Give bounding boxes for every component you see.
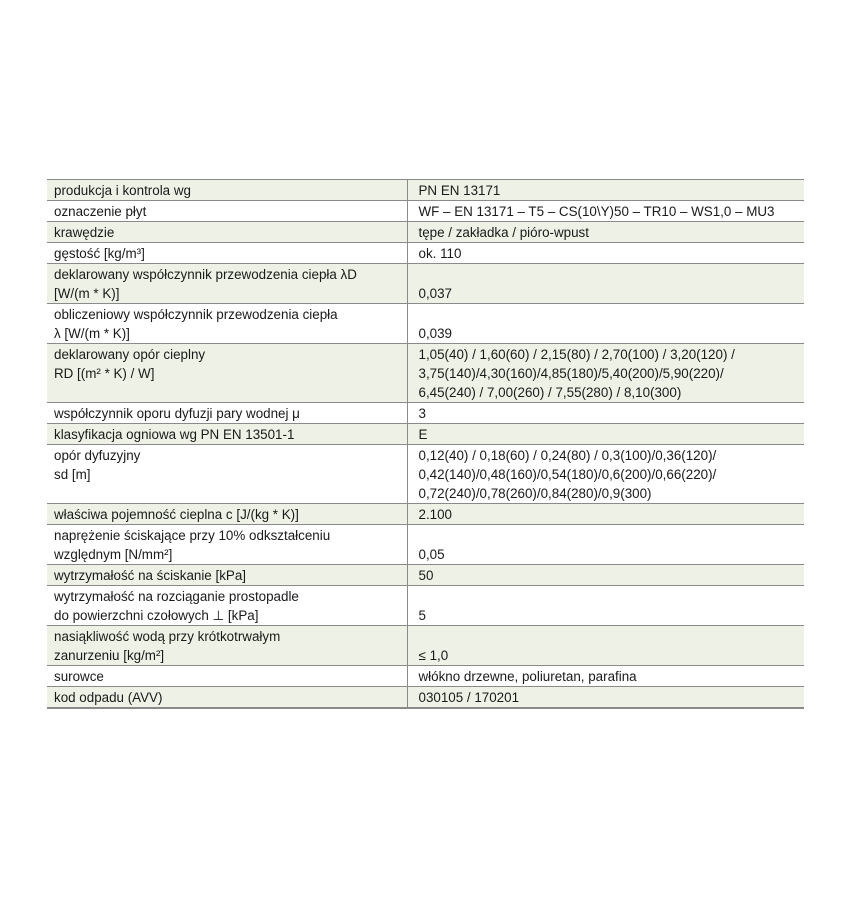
table-row <box>47 666 804 687</box>
property-label-line: kod odpadu (AVV) <box>54 690 163 705</box>
table-row <box>47 264 804 304</box>
property-value <box>407 525 804 565</box>
table-row <box>47 565 804 586</box>
table-row <box>47 180 804 201</box>
property-label <box>47 565 407 586</box>
property-value <box>407 222 804 243</box>
property-value <box>407 687 804 709</box>
property-label <box>47 687 407 709</box>
table-row <box>47 687 804 709</box>
property-value-line: ok. 110 <box>418 246 462 261</box>
table-row <box>47 424 804 445</box>
property-value <box>407 264 804 304</box>
property-label-line: produkcja i kontrola wg <box>54 183 191 198</box>
property-value <box>407 565 804 586</box>
property-label-line: surowce <box>54 669 104 684</box>
property-value <box>407 586 804 626</box>
table-row <box>47 626 804 666</box>
property-label <box>47 424 407 445</box>
property-value-line: 0,05 <box>418 547 445 562</box>
table-row <box>47 504 804 525</box>
property-label-line: zanurzeniu [kg/m²] <box>54 648 165 663</box>
property-label-line: opór dyfuzyjny <box>54 448 141 463</box>
property-label-line: nasiąkliwość wodą przy krótkotrwałym <box>54 629 281 644</box>
property-label-line: sd [m] <box>54 467 91 482</box>
property-value <box>407 243 804 264</box>
property-label-line: wytrzymałość na ściskanie [kPa] <box>54 568 246 583</box>
table-row <box>47 304 804 344</box>
property-value <box>407 201 804 222</box>
property-value-line: 0,72(240)/0,78(260)/0,84(280)/0,9(300) <box>418 486 652 501</box>
table-row <box>47 445 804 504</box>
property-label <box>47 586 407 626</box>
property-label-line: obliczeniowy współczynnik przewodzenia ciepła <box>54 307 338 322</box>
table-row <box>47 586 804 626</box>
table-row <box>47 243 804 264</box>
property-value-line: 3,75(140)/4,30(160)/4,85(180)/5,40(200)/5,90(220)/ <box>418 366 724 381</box>
table-row <box>47 525 804 565</box>
property-value-line: ≤ 1,0 <box>418 648 449 663</box>
property-label <box>47 264 407 304</box>
property-value <box>407 445 804 504</box>
property-label-line: do powierzchni czołowych ⊥ [kPa] <box>54 608 259 623</box>
property-label-line: właściwa pojemność cieplna c [J/(kg * K)] <box>54 507 299 522</box>
property-value-line: WF – EN 13171 – T5 – CS(10\Y)50 – TR10 – WS1,0 – MU3 <box>418 204 775 219</box>
table-row <box>47 403 804 424</box>
property-value-line: 5 <box>418 608 426 623</box>
property-label-line: oznaczenie płyt <box>54 204 147 219</box>
property-label-line: względnym [N/mm²] <box>54 547 173 562</box>
property-label-line: deklarowany współczynnik przewodzenia ciepła λD <box>54 267 357 282</box>
property-label <box>47 445 407 504</box>
property-value <box>407 666 804 687</box>
property-value-line: włókno drzewne, poliuretan, parafina <box>418 669 637 684</box>
property-label-line: współczynnik oporu dyfuzji pary wodnej μ <box>54 406 300 421</box>
property-value-line: 6,45(240) / 7,00(260) / 7,55(280) / 8,10(300) <box>418 385 682 400</box>
property-label <box>47 243 407 264</box>
property-value-line: 1,05(40) / 1,60(60) / 2,15(80) / 2,70(100) / 3,20(120) / <box>418 347 735 362</box>
property-label <box>47 525 407 565</box>
property-value <box>407 626 804 666</box>
property-value <box>407 180 804 201</box>
property-label-line: gęstość [kg/m³] <box>54 246 145 261</box>
property-value-line: E <box>418 427 428 442</box>
property-label <box>47 666 407 687</box>
property-value-line: 3 <box>418 406 426 421</box>
specification-table-body <box>47 180 804 709</box>
property-label <box>47 626 407 666</box>
property-label-line: wytrzymałość na rozciąganie prostopadle <box>54 589 299 604</box>
property-value-line: 0,42(140)/0,48(160)/0,54(180)/0,6(200)/0,66(220)/ <box>418 467 717 482</box>
property-value-line: tępe / zakładka / pióro-wpust <box>418 225 589 240</box>
property-label <box>47 180 407 201</box>
table-row <box>47 222 804 243</box>
property-label-line: deklarowany opór cieplny <box>54 347 206 362</box>
property-value-line: 0,037 <box>418 286 453 301</box>
property-label <box>47 403 407 424</box>
table-row <box>47 201 804 222</box>
property-label <box>47 504 407 525</box>
property-label <box>47 304 407 344</box>
property-value <box>407 344 804 403</box>
property-value <box>407 304 804 344</box>
property-value <box>407 424 804 445</box>
property-label-line: klasyfikacja ogniowa wg PN EN 13501-1 <box>54 427 295 442</box>
property-label <box>47 201 407 222</box>
property-label-line: RD [(m² * K) / W] <box>54 366 155 381</box>
table-row <box>47 344 804 403</box>
specification-table <box>47 179 804 709</box>
property-value-line: PN EN 13171 <box>418 183 501 198</box>
property-value <box>407 403 804 424</box>
property-value-line: 2.100 <box>418 507 453 522</box>
property-value-line: 0,12(40) / 0,18(60) / 0,24(80) / 0,3(100)/0,36(120)/ <box>418 448 717 463</box>
property-value-line: 0,039 <box>418 326 453 341</box>
property-value-line: 030105 / 170201 <box>418 690 520 705</box>
property-label-line: krawędzie <box>54 225 115 240</box>
property-label <box>47 344 407 403</box>
property-value-line: 50 <box>418 568 434 583</box>
property-label-line: naprężenie ściskające przy 10% odkształceniu <box>54 528 331 543</box>
property-label-line: [W/(m * K)] <box>54 286 120 301</box>
property-label-line: λ [W/(m * K)] <box>54 326 130 341</box>
property-label <box>47 222 407 243</box>
property-value <box>407 504 804 525</box>
